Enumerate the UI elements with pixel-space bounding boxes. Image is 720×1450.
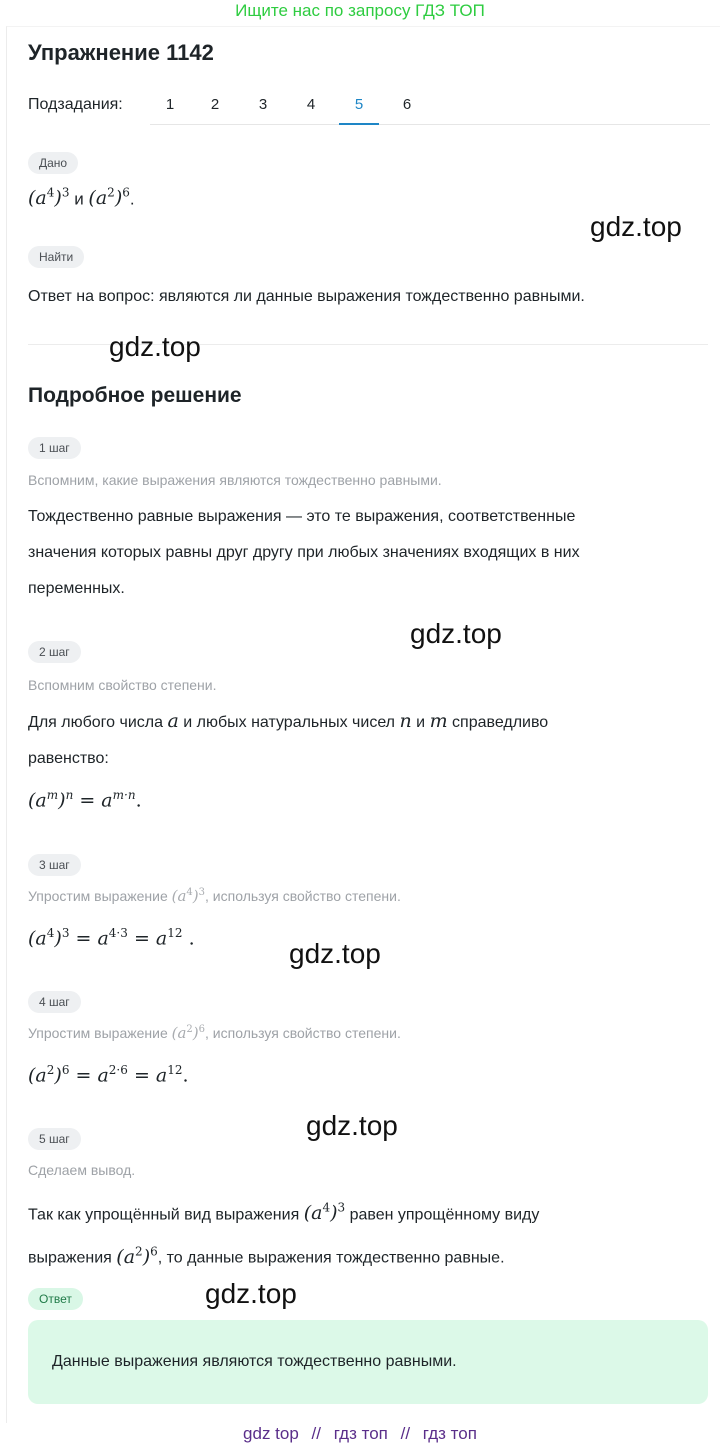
given-expr-1: $(a^4)^3$ (28, 186, 70, 210)
step-2-line-2: равенство: (28, 750, 109, 767)
step-1-line: переменных. (28, 580, 125, 597)
watermark: gdz.top (109, 331, 201, 362)
watermark: gdz.top (410, 618, 502, 649)
step-badge: 1 шаг (28, 437, 81, 459)
step-5-hint: Сделаем вывод. (28, 1162, 136, 1178)
step-1-badge-wrap (28, 437, 81, 459)
given-expression (28, 186, 135, 209)
tab-subtask-1[interactable]: 1 (165, 96, 175, 113)
text-fragment: Упростим выражение (28, 1025, 168, 1041)
text-fragment: Для любого числа (28, 714, 164, 731)
text-fragment: и любых натуральных чисел (183, 714, 396, 731)
step-2-text (28, 703, 548, 777)
given-badge: Дано (28, 152, 78, 174)
power-property-formula: $(a^m)^n = a^{m\cdot n}$. (28, 788, 142, 812)
step-4-hint (28, 1024, 401, 1042)
text-fragment: Так как упрощённый вид выражения (28, 1206, 300, 1224)
tab-subtask-4[interactable]: 4 (306, 96, 316, 113)
step-5-line-2 (28, 1233, 539, 1276)
expr: $(a^2)^6$ (116, 1244, 158, 1268)
page-title: Упражнение 1142 (28, 40, 214, 65)
var-n: n (399, 710, 412, 732)
given-expr-2: $(a^2)^6$ (88, 186, 130, 210)
step-1-text (28, 499, 580, 607)
step-3-hint (28, 887, 401, 905)
text-fragment: , используя свойство степени. (205, 888, 401, 904)
step-badge: 4 шаг (28, 991, 81, 1013)
footer-separator: // (400, 1424, 411, 1443)
step-3-formula: $(a^4)^3 = a^{4\cdot 3} = a^{12}$ . (28, 926, 195, 950)
var-a: a (167, 710, 179, 732)
answer-badge: Ответ (28, 1288, 83, 1310)
watermark: gdz.top (205, 1278, 297, 1309)
step-5-text (28, 1190, 539, 1277)
footer-link[interactable]: gdz top (243, 1424, 299, 1443)
hint-expr: $(a^2)^6$ (171, 1024, 206, 1042)
expr: $(a^4)^3$ (303, 1201, 346, 1225)
tab-subtask-2[interactable]: 2 (210, 96, 220, 113)
answer-badge-wrap (28, 1288, 83, 1310)
step-3-badge-wrap (28, 854, 81, 876)
text-fragment: Упростим выражение (28, 888, 168, 904)
step-2-line-1 (28, 703, 548, 741)
tab-subtask-5[interactable]: 5 (354, 96, 364, 113)
text-fragment: справедливо (452, 714, 549, 731)
step-badge: 5 шаг (28, 1128, 81, 1150)
text-fragment: равен упрощённому виду (349, 1206, 540, 1224)
step-2-hint: Вспомним свойство степени. (28, 677, 217, 693)
tab-subtask-3[interactable]: 3 (258, 96, 268, 113)
footer-link[interactable]: гдз топ (422, 1424, 477, 1443)
text-fragment: , используя свойство степени. (205, 1025, 401, 1041)
answer-text: Данные выражения являются тождественно равными. (52, 1353, 457, 1370)
tab-subtask-6[interactable]: 6 (402, 96, 412, 113)
text-fragment: , то данные выражения тождественно равные. (157, 1249, 505, 1267)
step-1-line: значения которых равны друг другу при любых значениях входящих в них (28, 544, 580, 561)
step-4-badge-wrap (28, 991, 81, 1013)
hint-expr: $(a^4)^3$ (171, 887, 206, 905)
answer-box (28, 1320, 708, 1404)
given-conj: и (74, 189, 84, 209)
find-badge-wrap (28, 246, 84, 268)
step-4-formula: $(a^2)^6 = a^{2\cdot 6} = a^{12}$. (28, 1063, 189, 1087)
find-badge: Найти (28, 246, 84, 268)
top-banner[interactable]: Ищите нас по запросу ГДЗ ТОП (235, 1, 485, 20)
step-1-line: Тождественно равные выражения — это те выражения, соответственные (28, 508, 576, 525)
footer-links (0, 1424, 720, 1444)
active-tab-indicator (339, 123, 379, 125)
watermark: gdz.top (306, 1110, 398, 1141)
footer-separator: // (311, 1424, 321, 1443)
var-m: m (429, 710, 448, 732)
watermark: gdz.top (590, 211, 682, 242)
step-5-line-1 (28, 1190, 539, 1233)
footer-link[interactable]: гдз топ (333, 1424, 388, 1443)
step-5-badge-wrap (28, 1128, 81, 1150)
text-fragment: выражения (28, 1249, 112, 1267)
watermark: gdz.top (289, 938, 381, 969)
find-text: Ответ на вопрос: являются ли данные выражения тождественно равными. (28, 288, 585, 305)
step-badge: 2 шаг (28, 641, 81, 663)
step-1-hint: Вспомним, какие выражения являются тождественно равными. (28, 472, 442, 488)
text-fragment: и (416, 714, 426, 731)
step-badge: 3 шаг (28, 854, 81, 876)
step-2-badge-wrap (28, 641, 81, 663)
solution-title: Подробное решение (28, 384, 242, 407)
subtask-tabs (150, 84, 710, 125)
subtasks-label: Подзадания: (28, 96, 123, 113)
given-end: . (129, 189, 135, 209)
given-badge-wrap (28, 152, 78, 174)
